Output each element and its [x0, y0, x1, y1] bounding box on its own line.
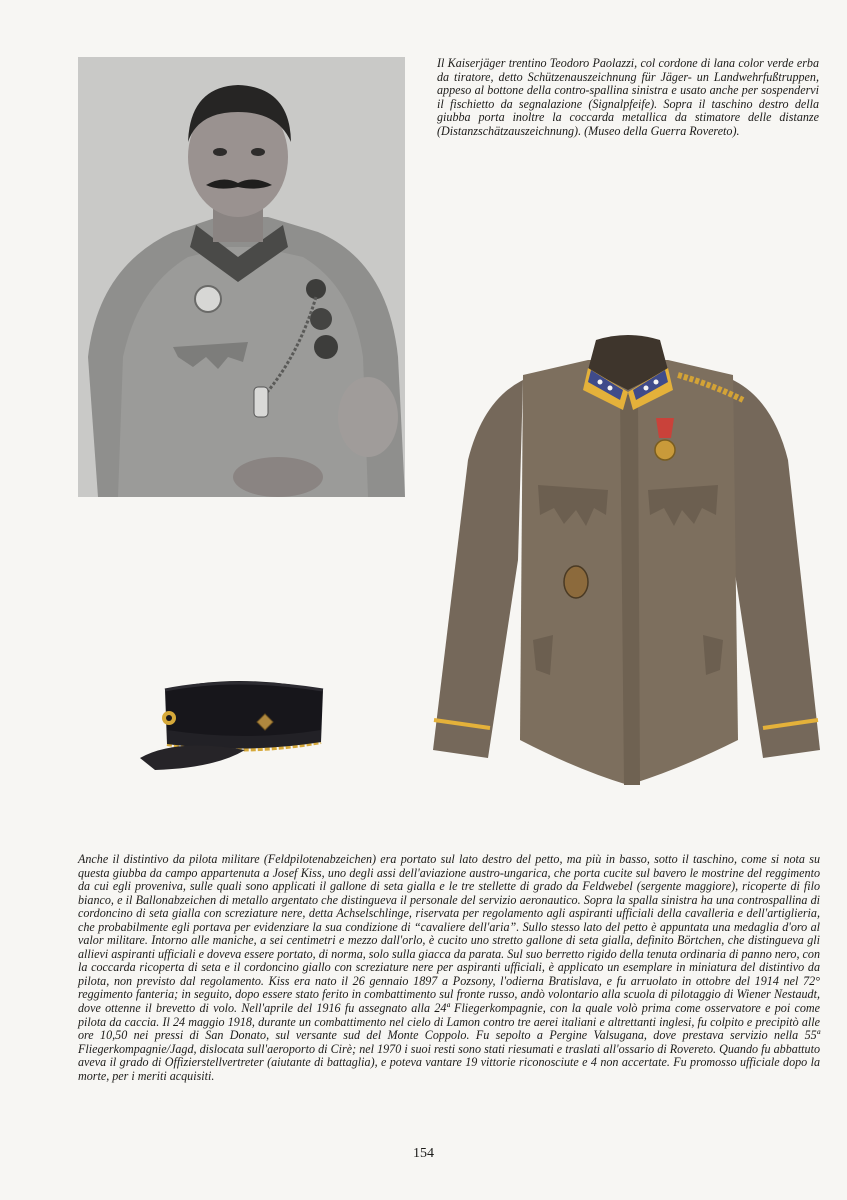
body-paragraph: Anche il distintivo da pilota militare (Feldpilotenabzeichen) era portato sul lato destro del petto, ma più in basso, sotto il taschino, come si nota su questa giubba da campo appartenuta a Josef Kiss, uno degli assi dell'aviazione austro-ungarica, che porta cucite sul bavero le mostrine del reggimento da cui egli proveniva, sulle quali sono applicati il gallone di seta gialla e le tre stellette di grado da Feldwebel (sergente maggiore), ricoperte di filo bianco, e il Ballonabzeichen di metallo argentato che distingueva il personale del servizio aeronautico. Sopra la spalla sinistra ha una controspallina di cordoncino di seta gialla con screziature nere, detta Achselschlinge, riservata per regolamento agli aspiranti ufficiali della cavalleria e dell'artiglieria, che probabilmente egli portava per evidenziare la sua condizione di “cavaliere dell'aria”. Sullo stesso lato del petto è appuntata una medaglia d'oro al valor militare. Intorno alle maniche, a sei centimetri e mezzo dall'orlo, è cucito uno stretto gallone di seta gialla, definito Börtchen, che distingueva gli allievi aspiranti ufficiali e doveva essere portato, di norma, solo sulla giacca da parata. Sul suo berretto rigido della tenuta ordinaria di panno nero, con la coccarda ricoperta di seta e il cordoncino giallo con screziature nere per aspiranti ufficiali, è applicato un esemplare in miniatura del distintivo da pilota, non previsto dal regolamento. Kiss era nato il 26 gennaio 1897 a Pozsony, l'odierna Bratislava, e fu arruolato in ottobre del 1914 nel 72° reggimento fanteria; in seguito, dopo essere stato ferito in combattimento sul fronte russo, andò volontario alla scuola di pilotaggio di Wiener Nestaudt, dove ottenne il brevetto di volo. Nell'aprile del 1916 fu assegnato alla 24ª Fliegerkompagnie, con la quale volò prima come osservatore e poi come pilota da caccia. Il 24 maggio 1918, durante un combattimento nel cielo di Lamon contro tre aerei italiani e altrettanti inglesi, fu colpito e precipitò alle ore 10,50 nei pressi di San Donato, sul versante sud del Monte Coppolo. Fu sepolto a Pergine Valsugana, dove prestava servizio nella 55ª Fliegerkompagnie/Jagd, dislocata sull'aeroporto di Cirè; nel 1970 i suoi resti sono stati riesumati e traslati all'ossario di Rovereto. Quando fu abbattuto aveva il grado di Offizierstellvertreter (aiutante di battaglia), e poteva vantare 19 vittorie riconosciute e 4 non accertate. Fu promosso ufficiale dopo la morte, per i meriti acquisiti.	[78, 852, 820, 1083]
pilot-cap-photo	[135, 672, 330, 777]
pilot-tunic-photo	[428, 330, 828, 795]
photo-caption: Il Kaiserjäger trentino Teodoro Paolazzi, col cordone di lana color verde erba da tiratore, detto Schützenauszeichnung für Jäger- un Landwehrfußtruppen, appeso al bottone della contro-spallina sinistra e usato anche per sospendervi il fischietto da segnalazione (Signalpfeife). Sopra il taschino destro della giubba porta inoltre la coccarda metallica da stimatore delle distanze (Distanzschätzauszeichnung). (Museo della Guerra Rovereto).	[437, 56, 819, 138]
portrait-illustration	[78, 57, 405, 497]
soldier-portrait-photo	[78, 57, 405, 497]
cap-illustration	[135, 672, 330, 777]
page-number: 154	[413, 1146, 434, 1161]
tunic-illustration	[428, 330, 828, 795]
